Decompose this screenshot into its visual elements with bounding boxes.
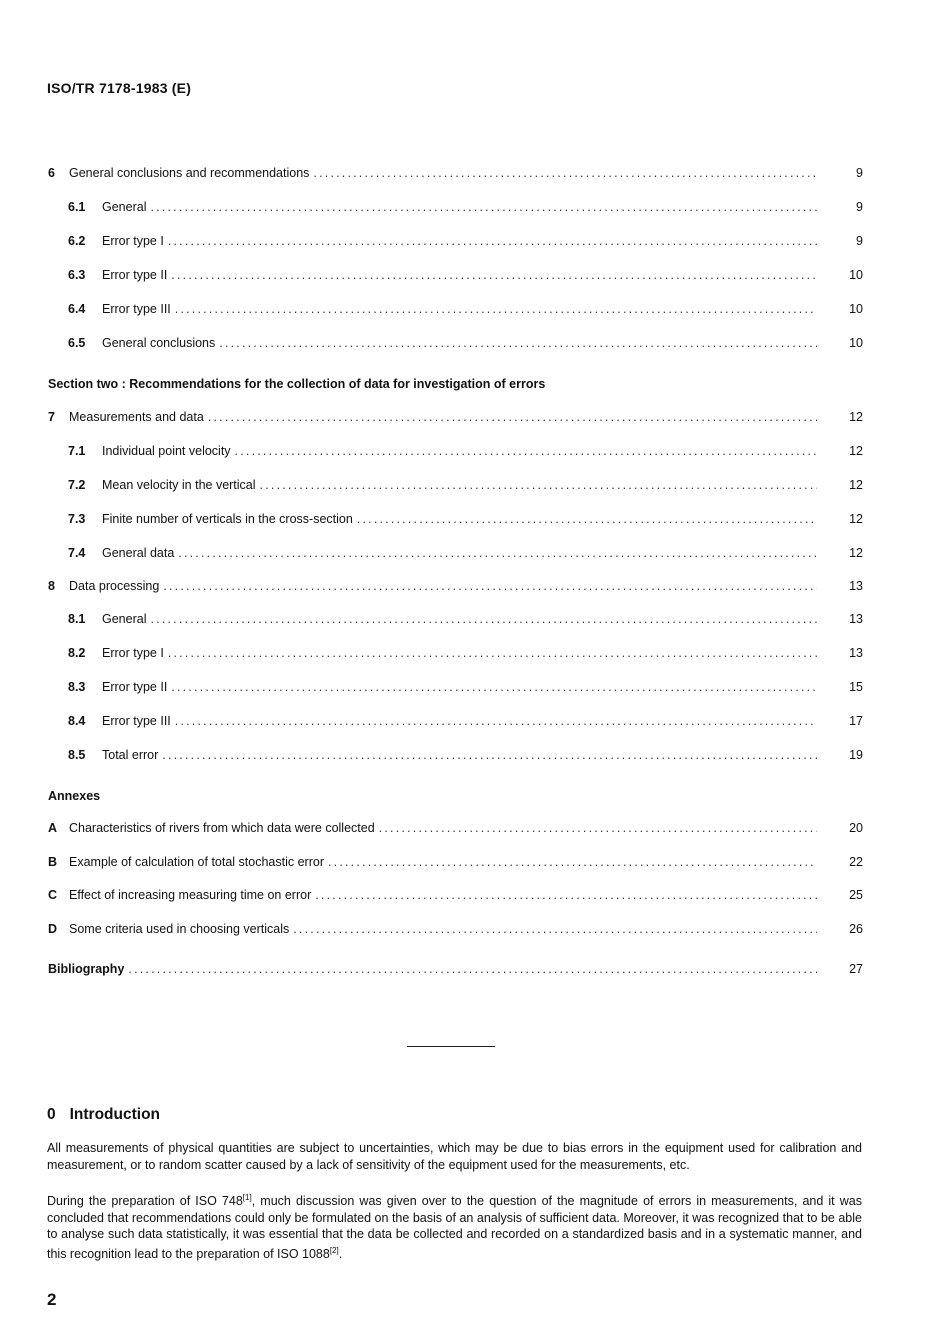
toc-dot-leader [235,444,817,458]
toc-entry[interactable] [68,234,863,252]
toc-entry-page: 17 [849,714,863,728]
toc-dot-leader [178,546,817,560]
toc-entry[interactable] [68,444,863,462]
toc-entry-label: Data processing [69,579,160,593]
toc-entry[interactable] [48,821,863,839]
toc-entry[interactable] [68,200,863,218]
toc-entry-label: Error type III [102,714,171,728]
toc-entry-label: Characteristics of rivers from which data were collected [69,821,375,835]
toc-entry-label: Finite number of verticals in the cross-section [102,512,353,526]
annexes-heading: Annexes [48,789,101,803]
toc-entry-label: General conclusions and recommendations [69,166,310,180]
toc-entry[interactable] [68,478,863,496]
toc-entry-label: Error type III [102,302,171,316]
toc-entry-page: 10 [849,268,863,282]
toc-entry-label: General data [102,546,175,560]
toc-entry[interactable] [68,268,863,286]
toc-entry-label: Error type II [102,680,168,694]
toc-entry-number: 7 [48,410,55,424]
toc-dot-leader [150,612,817,626]
toc-entry-page: 26 [849,922,863,936]
toc-entry-page: 25 [849,888,863,902]
toc-dot-leader [293,922,817,936]
page-number: 2 [47,1290,57,1309]
toc-entry-number: 7.2 [68,478,86,492]
toc-entry-bibliography[interactable] [48,962,863,980]
toc-entry[interactable] [68,748,863,766]
toc-dot-leader [150,200,817,214]
toc-entry-label: Example of calculation of total stochastic error [69,855,324,869]
toc-entry-page: 12 [849,478,863,492]
toc-entry-number: 8.1 [68,612,86,626]
toc-entry-number: 8.5 [68,748,86,762]
toc-dot-leader [313,166,817,180]
toc-entry-label: General [102,612,147,626]
toc-entry[interactable] [68,302,863,320]
toc-entry-number: 6.5 [68,336,86,350]
toc-entry-page: 15 [849,680,863,694]
toc-entry-label: General [102,200,147,214]
toc-entry-label: Total error [102,748,159,762]
toc-dot-leader [328,855,817,869]
section-divider [407,1046,495,1047]
toc-entry-label: Error type I [102,646,164,660]
toc-entry[interactable] [68,646,863,664]
toc-entry[interactable] [68,546,863,564]
toc-dot-leader [175,302,817,316]
toc-dot-leader [163,579,817,593]
toc-entry-number: A [48,821,58,835]
toc-entry-number: D [48,922,58,936]
toc-entry-label: Mean velocity in the vertical [102,478,256,492]
toc-entry-label: Error type I [102,234,164,248]
toc-entry-number: 7.3 [68,512,86,526]
toc-dot-leader [357,512,817,526]
toc-entry-label: Individual point velocity [102,444,231,458]
toc-dot-leader [175,714,817,728]
toc-entry-page: 12 [849,410,863,424]
introduction-paragraph-2 [47,1190,862,1262]
paragraph-text: . [338,1246,343,1261]
toc-entry-label: General conclusions [102,336,216,350]
toc-entry-label: Error type II [102,268,168,282]
toc-entry[interactable] [68,680,863,698]
toc-entry[interactable] [48,579,863,597]
toc-entry-page: 27 [849,962,863,976]
toc-entry[interactable] [48,922,863,940]
toc-entry-number: 8 [48,579,55,593]
toc-entry-label: Measurements and data [69,410,204,424]
toc-entry-page: 9 [856,200,863,214]
toc-entry[interactable] [68,336,863,354]
toc-entry-number: B [48,855,58,869]
toc-entry[interactable] [48,166,863,184]
toc-entry-page: 10 [849,302,863,316]
toc-entry[interactable] [48,410,863,428]
toc-entry-number: 7.1 [68,444,86,458]
toc-dot-leader [315,888,817,902]
toc-dot-leader [168,646,817,660]
introduction-number: 0 [47,1106,56,1123]
toc-entry-number: C [48,888,58,902]
toc-dot-leader [260,478,817,492]
toc-dot-leader [171,268,817,282]
toc-entry-number: 6.1 [68,200,86,214]
toc-entry-page: 12 [849,512,863,526]
toc-entry-number: 8.4 [68,714,86,728]
introduction-paragraph-1: All measurements of physical quantities are subject to uncertainties, which may be due to bias errors in the equipment used for calibration and measurement, or to random scatter caused by a lack of sensitivity of the equipment used for the measurements, etc. [47,1141,862,1172]
toc-dot-leader [219,336,817,350]
reference-link[interactable]: [1] [242,1193,252,1202]
toc-entry-number: 6.3 [68,268,86,282]
toc-entry-page: 10 [849,336,863,350]
toc-entry-page: 13 [849,646,863,660]
toc-entry-page: 9 [856,166,863,180]
toc-entry-number: 8.3 [68,680,86,694]
introduction-heading [47,1106,160,1124]
toc-entry-number: 7.4 [68,546,86,560]
toc-dot-leader [128,962,817,976]
toc-entry-number: 6 [48,166,55,180]
toc-dot-leader [379,821,817,835]
document-header-title: ISO/TR 7178-1983 (E) [47,80,192,96]
toc-dot-leader [162,748,817,762]
toc-dot-leader [208,410,817,424]
toc-dot-leader [171,680,817,694]
toc-entry-number: 8.2 [68,646,86,660]
paragraph-text: , much discussion was given over to the question of the magnitude of errors in measurements, and it was concluded that recommendations could only be formulated on the basis of an analysis of sufficient data. Moreover, it was recognized that to be able to analyse such data statistically, it was essential that the data be collected and recorded on a standardized basis and in a systematic manner, and this recognition lead to the preparation of ISO 1088 [47,1194,862,1261]
toc-entry-page: 20 [849,821,863,835]
toc-entry-label: Bibliography [48,962,125,976]
toc-entry-page: 12 [849,546,863,560]
section-two-heading: Section two : Recommendations for the collection of data for investigation of errors [48,377,546,391]
toc-entry-page: 9 [856,234,863,248]
toc-entry[interactable] [68,612,863,630]
toc-entry-page: 22 [849,855,863,869]
toc-entry-page: 13 [849,612,863,626]
toc-entry[interactable] [48,855,863,873]
toc-entry-number: 6.4 [68,302,86,316]
toc-entry[interactable] [48,888,863,906]
toc-dot-leader [168,234,817,248]
reference-link[interactable]: [2] [329,1245,339,1255]
toc-entry-page: 12 [849,444,863,458]
introduction-title: Introduction [69,1106,161,1123]
toc-entry[interactable] [68,714,863,732]
toc-entry-page: 13 [849,579,863,593]
toc-entry-label: Some criteria used in choosing verticals [69,922,290,936]
toc-entry-label: Effect of increasing measuring time on error [69,888,312,902]
paragraph-text: During the preparation of ISO 748 [47,1194,243,1209]
toc-entry[interactable] [68,512,863,530]
toc-entry-page: 19 [849,748,863,762]
toc-entry-number: 6.2 [68,234,86,248]
